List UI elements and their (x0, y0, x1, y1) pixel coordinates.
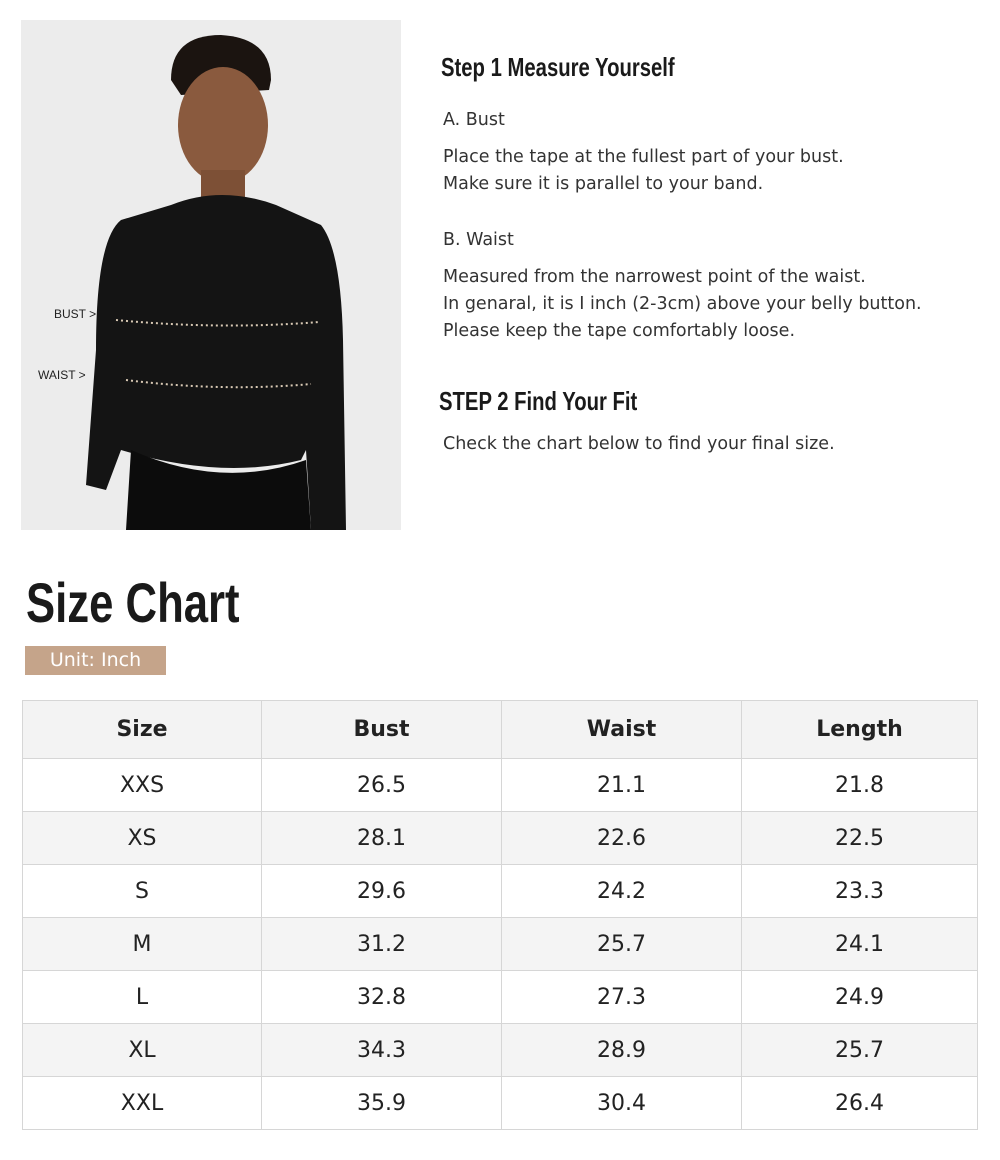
cell-bust: 28.1 (262, 812, 502, 865)
waist-marker-label: WAIST > (38, 368, 86, 382)
waist-line-1: Measured from the narrowest point of the waist. (443, 267, 866, 287)
header-bust: Bust (262, 701, 502, 759)
cell-size: XXS (23, 759, 262, 812)
table-row (23, 971, 978, 1024)
size-chart-title: Size Chart (26, 571, 240, 634)
table-row (23, 759, 978, 812)
bust-line-2: Make sure it is parallel to your band. (443, 174, 764, 194)
cell-bust: 29.6 (262, 865, 502, 918)
table-row (23, 865, 978, 918)
table-row (23, 1077, 978, 1130)
cell-length: 24.1 (742, 918, 978, 971)
step1-title: Step 1 Measure Yourself (441, 52, 675, 82)
waist-line-3: Please keep the tape comfortably loose. (443, 321, 796, 341)
step2-title: STEP 2 Find Your Fit (439, 386, 638, 416)
cell-length: 26.4 (742, 1077, 978, 1130)
cell-bust: 31.2 (262, 918, 502, 971)
step2-text: Check the chart below to find your final size. (443, 434, 835, 454)
table-header-row (23, 701, 978, 759)
cell-waist: 27.3 (502, 971, 742, 1024)
cell-size: L (23, 971, 262, 1024)
cell-length: 25.7 (742, 1024, 978, 1077)
header-size: Size (23, 701, 262, 759)
cell-waist: 30.4 (502, 1077, 742, 1130)
unit-badge: Unit: Inch (25, 646, 166, 675)
cell-waist: 24.2 (502, 865, 742, 918)
header-length: Length (742, 701, 978, 759)
cell-waist: 21.1 (502, 759, 742, 812)
table-row (23, 918, 978, 971)
waist-heading: B. Waist (443, 230, 514, 250)
cell-bust: 34.3 (262, 1024, 502, 1077)
cell-size: XS (23, 812, 262, 865)
cell-length: 23.3 (742, 865, 978, 918)
cell-size: M (23, 918, 262, 971)
cell-size: XXL (23, 1077, 262, 1130)
cell-length: 21.8 (742, 759, 978, 812)
cell-bust: 35.9 (262, 1077, 502, 1130)
cell-bust: 32.8 (262, 971, 502, 1024)
cell-waist: 25.7 (502, 918, 742, 971)
model-photo (21, 20, 401, 530)
table-row (23, 1024, 978, 1077)
waist-line-2: In genaral, it is I inch (2-3cm) above your belly button. (443, 294, 922, 314)
header-waist: Waist (502, 701, 742, 759)
cell-size: S (23, 865, 262, 918)
cell-bust: 26.5 (262, 759, 502, 812)
size-table (22, 700, 978, 1130)
bust-line-1: Place the tape at the fullest part of your bust. (443, 147, 844, 167)
cell-waist: 22.6 (502, 812, 742, 865)
model-illustration (21, 20, 401, 530)
cell-length: 22.5 (742, 812, 978, 865)
cell-size: XL (23, 1024, 262, 1077)
table-row (23, 812, 978, 865)
cell-waist: 28.9 (502, 1024, 742, 1077)
bust-marker-label: BUST > (54, 307, 97, 321)
cell-length: 24.9 (742, 971, 978, 1024)
bust-heading: A. Bust (443, 110, 505, 130)
